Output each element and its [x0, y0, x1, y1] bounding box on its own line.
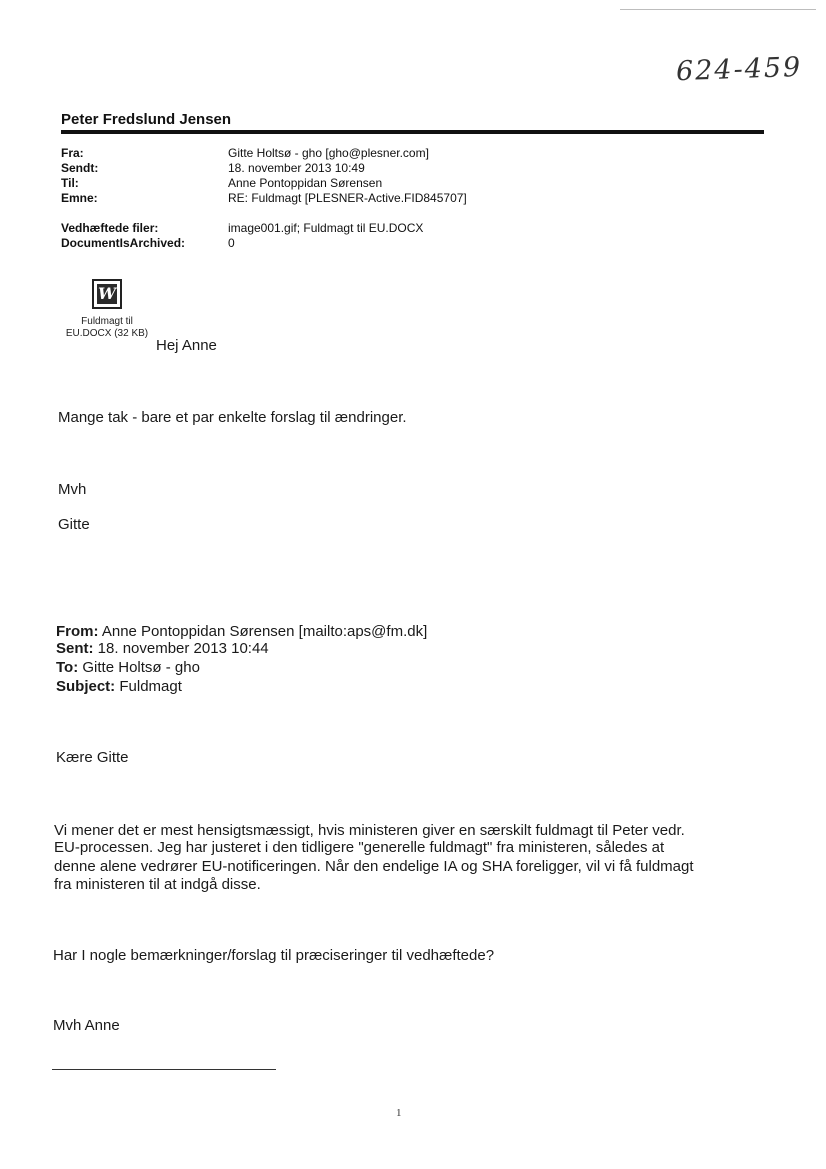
- subject-value: RE: Fuldmagt [PLESNER-Active.FID845707]: [228, 191, 467, 205]
- handwritten-case-number: 624-459: [675, 51, 803, 88]
- orig-para-line-2: EU-processen. Jeg har justeret i den tidligere "generelle fuldmagt" fra ministeren, således at: [54, 839, 665, 856]
- to-value: Anne Pontoppidan Sørensen: [228, 176, 383, 190]
- orig-greeting: Kære Gitte: [56, 749, 129, 766]
- top-scan-line: [620, 9, 816, 10]
- archived-label: DocumentIsArchived:: [61, 236, 186, 250]
- attachment-caption-line2: EU.DOCX (32 KB): [65, 328, 149, 339]
- orig-closing: Mvh Anne: [53, 1017, 120, 1034]
- mailbox-owner-name: Peter Fredslund Jensen: [61, 111, 232, 128]
- orig-para-line-3: denne alene vedrører EU-notificeringen. Når den endelige IA og SHA foreligger, vil vi få fuldmagt: [54, 858, 694, 875]
- subject-label: Emne:: [61, 191, 98, 205]
- attachments-label: Vedhæftede filer:: [61, 221, 159, 235]
- page-number: 1: [396, 1107, 402, 1119]
- word-document-icon[interactable]: [92, 279, 122, 309]
- signature-divider: [52, 1069, 276, 1070]
- reply-greeting: Hej Anne: [156, 337, 217, 354]
- orig-subject-label: Subject:: [56, 678, 116, 695]
- orig-subject-value: Fuldmagt: [119, 678, 182, 695]
- attachment-caption-line1: Fuldmagt til: [81, 316, 133, 327]
- attachments-value: image001.gif; Fuldmagt til EU.DOCX: [228, 221, 424, 235]
- orig-sent-label: Sent:: [56, 640, 94, 657]
- archived-value: 0: [228, 236, 235, 250]
- from-value: Gitte Holtsø - gho [gho@plesner.com]: [228, 146, 429, 160]
- orig-sent-value: 18. november 2013 10:44: [97, 640, 269, 657]
- attachment-caption[interactable]: [52, 316, 162, 340]
- reply-signature: Gitte: [58, 516, 90, 533]
- reply-closing: Mvh: [58, 481, 87, 498]
- header-divider: [61, 130, 764, 134]
- orig-to-line: [56, 660, 200, 676]
- orig-para-line-1: Vi mener det er mest hensigtsmæssigt, hvis ministeren giver en særskilt fuldmagt til Peter vedr.: [54, 822, 685, 839]
- orig-from-line: [56, 624, 427, 640]
- orig-from-label: From:: [56, 623, 99, 640]
- orig-subject-line: [56, 679, 182, 695]
- orig-to-label: To:: [56, 659, 79, 676]
- sent-label: Sendt:: [61, 161, 99, 175]
- orig-para-line-4: fra ministeren til at indgå disse.: [54, 876, 261, 893]
- to-label: Til:: [61, 176, 79, 190]
- word-glyph: W: [98, 284, 116, 303]
- orig-from-value: Anne Pontoppidan Sørensen [mailto:aps@fm.dk]: [101, 623, 428, 640]
- orig-question: Har I nogle bemærkninger/forslag til præciseringer til vedhæftede?: [53, 947, 495, 964]
- from-label: Fra:: [61, 146, 84, 160]
- reply-message: Mange tak - bare et par enkelte forslag til ændringer.: [58, 409, 407, 426]
- orig-to-value: Gitte Holtsø - gho: [82, 659, 200, 676]
- sent-value: 18. november 2013 10:49: [228, 161, 365, 175]
- orig-sent-line: [56, 641, 269, 657]
